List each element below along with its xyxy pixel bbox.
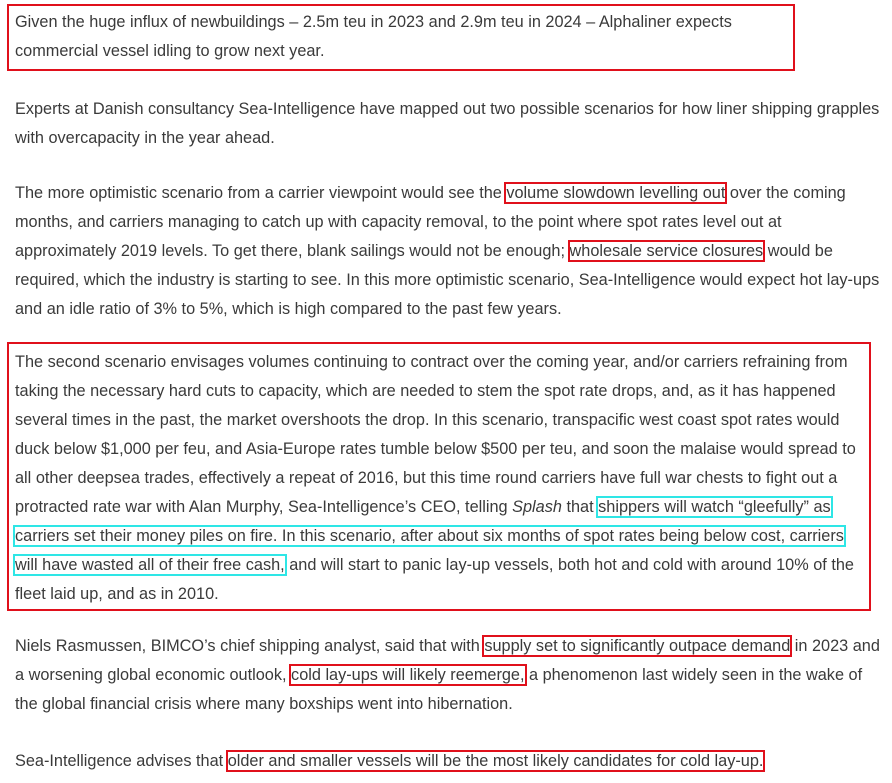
- paragraph-4-text-b: that: [561, 498, 599, 516]
- paragraph-3: [15, 179, 885, 324]
- paragraph-4: [15, 348, 867, 609]
- highlight-older-smaller-vessels: older and smaller vessels will be the most likely candidates for cold lay-up.: [227, 752, 764, 770]
- paragraph-1: [15, 8, 785, 66]
- paragraph-5: [15, 632, 885, 719]
- paragraph-3-text-c: would be required, which the industry is starting to see. In this more optimistic scenario, Sea-Intelligence would expect hot lay-ups and an idle ratio of 3% to 5%, which is high compared to the past few years.: [15, 242, 880, 318]
- paragraph-3-text-b: over the coming months, and carriers managing to catch up with capacity removal, to the point where spot rates level out at approximately 2019 levels. To get there, blank sailings would not be enough;: [15, 184, 846, 260]
- paragraph-4-text-a: The second scenario envisages volumes continuing to contract over the coming year, and/or carriers refraining from taking the necessary hard cuts to capacity, which are needed to stem the spot rate drops, and, as it has happened several times in the past, the market overshoots the drop. In this scenario, transpacific west coast spot rates would duck below $1,000 per feu, and Asia-Europe rates tumble below $500 per teu, and soon the malaise would spread to all other deepsea trades, effectively a repeat of 2016, but this time round carriers have full war chests to fight out a protracted rate war with Alan Murphy, Sea-Intelligence’s CEO, telling: [15, 353, 856, 516]
- paragraph-5-text-b: in 2023 and a worsening global economic outlook,: [15, 637, 880, 684]
- paragraph-5-text-c: a phenomenon last widely seen in the wake of the global financial crisis where many boxships went into hibernation.: [15, 666, 863, 713]
- paragraph-2-text: Experts at Danish consultancy Sea-Intelligence have mapped out two possible scenarios for how liner shipping grapples with overcapacity in the year ahead.: [15, 100, 880, 147]
- paragraph-4-text-c: and will start to panic lay-up vessels, both hot and cold with around 10% of the fleet laid up, and as in 2010.: [15, 556, 854, 603]
- paragraph-3-text-a: The more optimistic scenario from a carrier viewpoint would see the: [15, 184, 507, 202]
- highlight-cold-layups-reemerge: cold lay-ups will likely reemerge,: [291, 666, 525, 684]
- paragraph-6: [15, 747, 885, 776]
- highlight-volume-slowdown: volume slowdown levelling out: [506, 184, 726, 202]
- highlight-supply-outpace-demand: supply set to significantly outpace demand: [484, 637, 791, 655]
- paragraph-1-text: Given the huge influx of newbuildings – 2.5m teu in 2023 and 2.9m teu in 2024 – Alphaliner expects commercial vessel idling to grow next year.: [15, 13, 732, 60]
- splash-publication-name: Splash: [512, 498, 562, 516]
- highlight-wholesale-service-closures: wholesale service closures: [569, 242, 764, 260]
- paragraph-5-text-a: Niels Rasmussen, BIMCO’s chief shipping analyst, said that with: [15, 637, 485, 655]
- highlight-shippers-quote: shippers will watch “gleefully” as carriers set their money piles on fire. In this scenario, after about six months of spot rates being below cost, carriers will have wasted all of their free cash,: [15, 498, 844, 574]
- paragraph-6-text-a: Sea-Intelligence advises that: [15, 752, 228, 770]
- paragraph-2: [15, 95, 885, 153]
